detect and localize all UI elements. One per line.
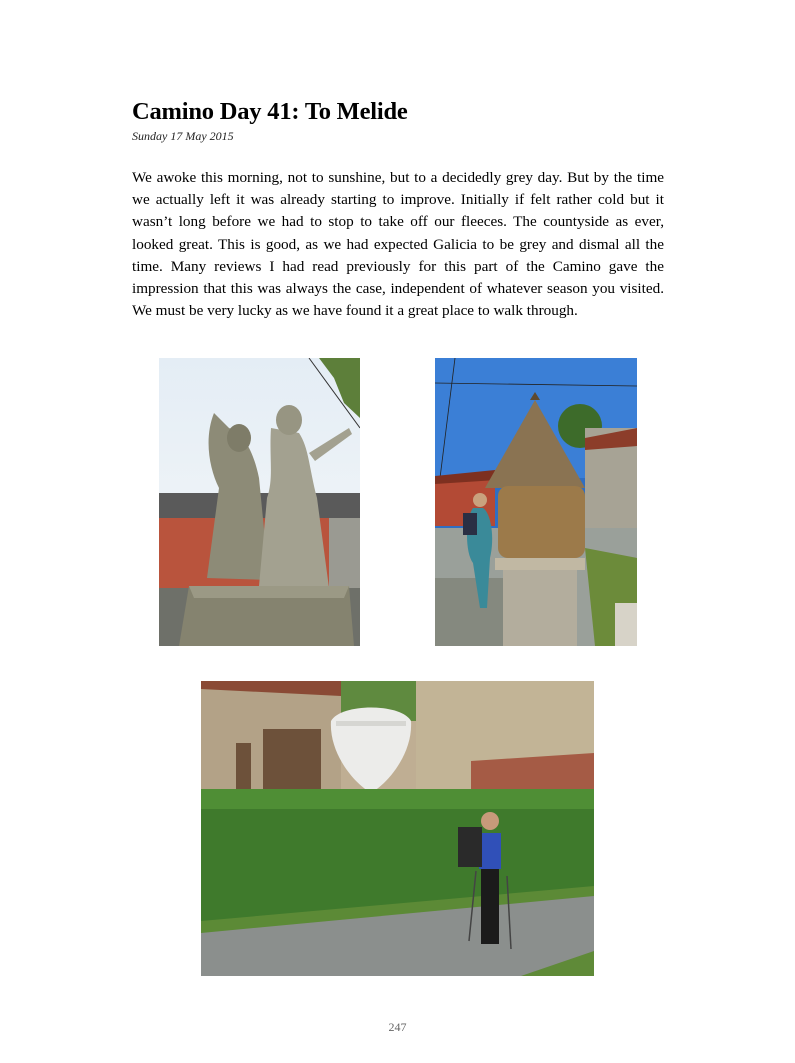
stone-statues-photo: [159, 358, 360, 646]
horreo-photo: [435, 358, 637, 646]
scallop-shell-walker-photo: [201, 681, 594, 976]
page-number: 247: [388, 1020, 407, 1034]
page-title: Camino Day 41: To Melide: [132, 98, 408, 125]
body-paragraph: We awoke this morning, not to sunshine, but to a decidedly grey day. But by the time we actually left it was already starting to improve. Initially if felt rather cold but it wasn’t long before we had to stop to take off our fleeces. The countyside as ever, looked great. This is good, as we had expected Galicia to be grey and dismal all the time. Many reviews I had read previously for this part of the Camino gave the impression that this was always the case, independent of whatever season you visited. We must be very lucky as we have found it a great place to walk through.: [132, 169, 664, 320]
entry-date: Sunday 17 May 2015: [132, 129, 234, 143]
